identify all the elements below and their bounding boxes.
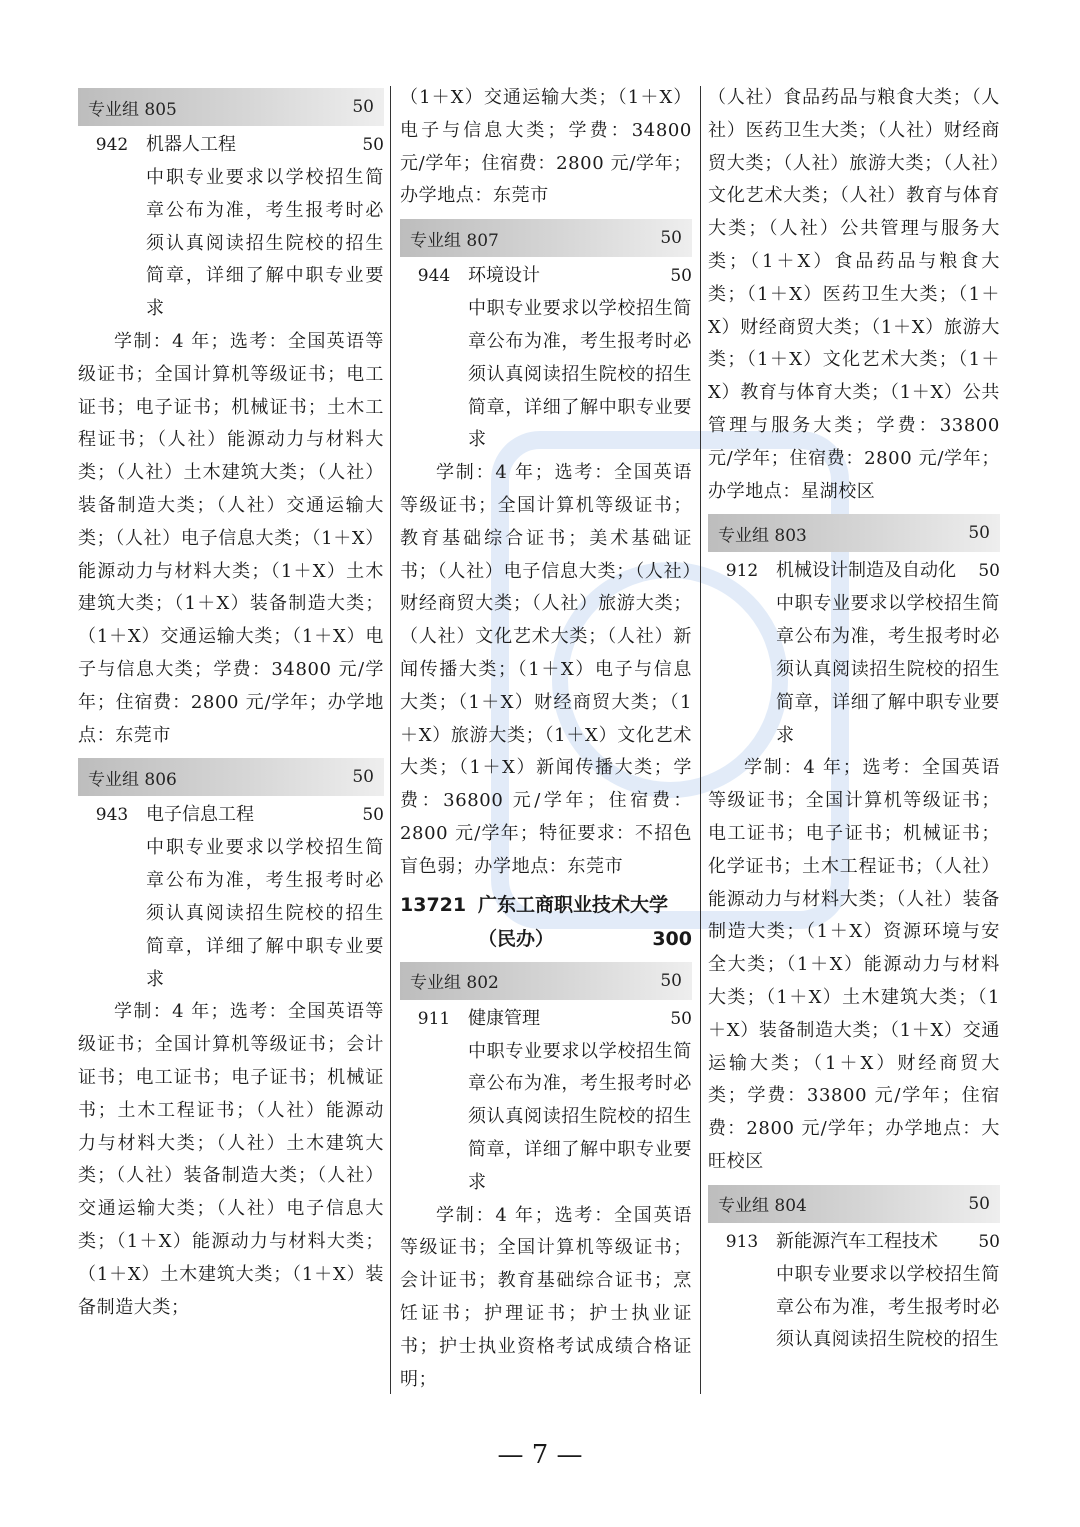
major-code: 943 bbox=[95, 805, 129, 826]
group-count: 50 bbox=[660, 228, 682, 249]
major-code: 942 bbox=[95, 135, 129, 155]
group-count: 50 bbox=[352, 97, 374, 117]
group-label: 专业组 805 bbox=[88, 99, 177, 120]
major-requirement: 中职专业要求以学校招生简章公布为准，考生报考时必须认真阅读招生院校的招生 bbox=[776, 1263, 1000, 1351]
school-code: 13721 bbox=[400, 893, 467, 916]
group-count: 50 bbox=[660, 970, 682, 991]
major-count: 50 bbox=[978, 561, 1000, 582]
major-requirement: 中职专业要求以学校招生简章公布为准，考生报考时必须认真阅读招生院校的招生简章，详细了解中职专业要求 bbox=[468, 1040, 692, 1193]
school-name: 广东工商职业技术大学 bbox=[478, 893, 669, 916]
group-header bbox=[400, 962, 692, 1000]
group-details-continued: （1＋X）交通运输大类；（1＋X）电子与信息大类；学费：34800 元/学年；住宿费：2800 元/学年；办学地点：东莞市 bbox=[400, 87, 692, 207]
page-number: — 7 — bbox=[497, 1440, 583, 1470]
group-count: 50 bbox=[968, 1193, 990, 1214]
group-label: 专业组 803 bbox=[718, 525, 807, 546]
major-count: 50 bbox=[670, 1008, 692, 1029]
major-requirement: 中职专业要求以学校招生简章公布为准，考生报考时必须认真阅读招生院校的招生简章，详细了解中职专业要求 bbox=[776, 593, 1000, 746]
school-type: （民办） bbox=[478, 927, 555, 950]
major-requirement: 中职专业要求以学校招生简章公布为准，考生报考时必须认真阅读招生院校的招生简章，详细了解中职专业要求 bbox=[146, 167, 384, 320]
group-details: 学制：4 年；选考：全国英语等级证书；全国计算机等级证书；会计证书；教育基础综合证书；烹饪证书；护理证书；护士执业证书；护士执业资格考试成绩合格证明； bbox=[400, 1204, 692, 1390]
major-name: 健康管理 bbox=[468, 1007, 540, 1029]
major-count: 50 bbox=[978, 1231, 1000, 1252]
group-count: 50 bbox=[968, 523, 990, 544]
column-divider bbox=[390, 86, 391, 1394]
major-name: 电子信息工程 bbox=[146, 804, 254, 826]
major-name: 机械设计制造及自动化 bbox=[776, 560, 956, 582]
major-row bbox=[708, 556, 1000, 588]
major-requirement: 中职专业要求以学校招生简章公布为准，考生报考时必须认真阅读招生院校的招生简章，详细了解中职专业要求 bbox=[468, 298, 692, 451]
major-name: 新能源汽车工程技术 bbox=[776, 1230, 938, 1252]
column-middle bbox=[400, 82, 692, 1394]
major-code: 911 bbox=[417, 1008, 451, 1029]
group-details: 学制：4 年；选考：全国英语等级证书；全国计算机等级证书；教育基础综合证书；美术基础证书；（人社）电子信息大类；（人社）财经商贸大类；（人社）旅游大类；（人社）文化艺术大类；（人社）新闻传播大类；（1＋X）电子与信息大类；（1＋X）财经商贸大类；（1＋X）旅游大类；（1＋X）文化艺术大类；（1＋X）新闻传播大类；学费：36800 元/学年；住宿费：2800 元/学年；特征要求：不招色盲色弱；办学地点：东莞市 bbox=[400, 462, 692, 877]
major-row bbox=[400, 1004, 692, 1036]
school-count: 300 bbox=[652, 927, 692, 950]
group-details: 学制：4 年；选考：全国英语等级证书；全国计算机等级证书；电工证书；电子证书；机械证书；化学证书；土木工程证书；（人社）能源动力与材料大类；（人社）装备制造大类；（1＋X）资源环境与安全大类；（1＋X）能源动力与材料大类；（1＋X）土木建筑大类；（1＋X）装备制造大类；（1＋X）交通运输大类；（1＋X）财经商贸大类；学费：33800 元/学年；住宿费：2800 元/学年；办学地点：大旺校区 bbox=[708, 757, 1000, 1172]
major-row bbox=[78, 130, 384, 162]
group-details-continued: （人社）食品药品与粮食大类；（人社）医药卫生大类；（人社）财经商贸大类；（人社）旅游大类；（人社）文化艺术大类；（人社）教育与体育大类；（人社）公共管理与服务大类；（1＋X）食品药品与粮食大类；（1＋X）医药卫生大类；（1＋X）财经商贸大类；（1＋X）旅游大类；（1＋X）文化艺术大类；（1＋X）教育与体育大类；（1＋X）公共管理与服务大类；学费：33800 元/学年；住宿费：2800 元/学年；办学地点：星湖校区 bbox=[708, 87, 1000, 502]
major-code: 944 bbox=[417, 266, 451, 287]
major-code: 912 bbox=[725, 561, 759, 582]
group-details: 学制：4 年；选考：全国英语等级证书；全国计算机等级证书；电工证书；电子证书；机械证书；土木工程证书；（人社）能源动力与材料大类；（人社）土木建筑大类；（人社）装备制造大类；（人社）交通运输大类；（人社）电子信息大类；（1＋X）能源动力与材料大类；（1＋X）土木建筑大类；（1＋X）装备制造大类；（1＋X）交通运输大类；（1＋X）电子与信息大类；学费：34800 元/学年；住宿费：2800 元/学年；办学地点：东莞市 bbox=[78, 330, 384, 746]
school-heading bbox=[400, 888, 692, 956]
group-label: 专业组 806 bbox=[88, 769, 177, 790]
major-count: 50 bbox=[362, 805, 384, 826]
major-name: 机器人工程 bbox=[146, 134, 236, 155]
group-label: 专业组 802 bbox=[410, 973, 499, 994]
group-header bbox=[400, 219, 692, 257]
group-header bbox=[78, 758, 384, 796]
major-count: 50 bbox=[670, 266, 692, 287]
group-label: 专业组 804 bbox=[718, 1196, 807, 1217]
major-name: 环境设计 bbox=[468, 265, 540, 287]
group-details: 学制：4 年；选考：全国英语等级证书；全国计算机等级证书；会计证书；电工证书；电子证书；机械证书；土木工程证书；（人社）能源动力与材料大类；（人社）土木建筑大类；（人社）装备制造大类；（人社）交通运输大类；（人社）电子信息大类；（1＋X）能源动力与材料大类；（1＋X）土木建筑大类；（1＋X）装备制造大类； bbox=[78, 1001, 384, 1318]
major-row bbox=[78, 800, 384, 832]
group-header bbox=[708, 1185, 1000, 1223]
group-count: 50 bbox=[352, 767, 374, 788]
major-requirement: 中职专业要求以学校招生简章公布为准，考生报考时必须认真阅读招生院校的招生简章，详细了解中职专业要求 bbox=[146, 837, 384, 990]
major-count: 50 bbox=[362, 135, 384, 155]
major-row bbox=[708, 1227, 1000, 1259]
group-label: 专业组 807 bbox=[410, 230, 499, 251]
column-left bbox=[78, 82, 384, 1394]
column-divider bbox=[700, 86, 701, 1394]
group-header bbox=[78, 88, 384, 126]
column-right bbox=[708, 82, 1000, 1394]
major-row bbox=[400, 261, 692, 293]
major-code: 913 bbox=[725, 1231, 759, 1252]
group-header bbox=[708, 514, 1000, 552]
